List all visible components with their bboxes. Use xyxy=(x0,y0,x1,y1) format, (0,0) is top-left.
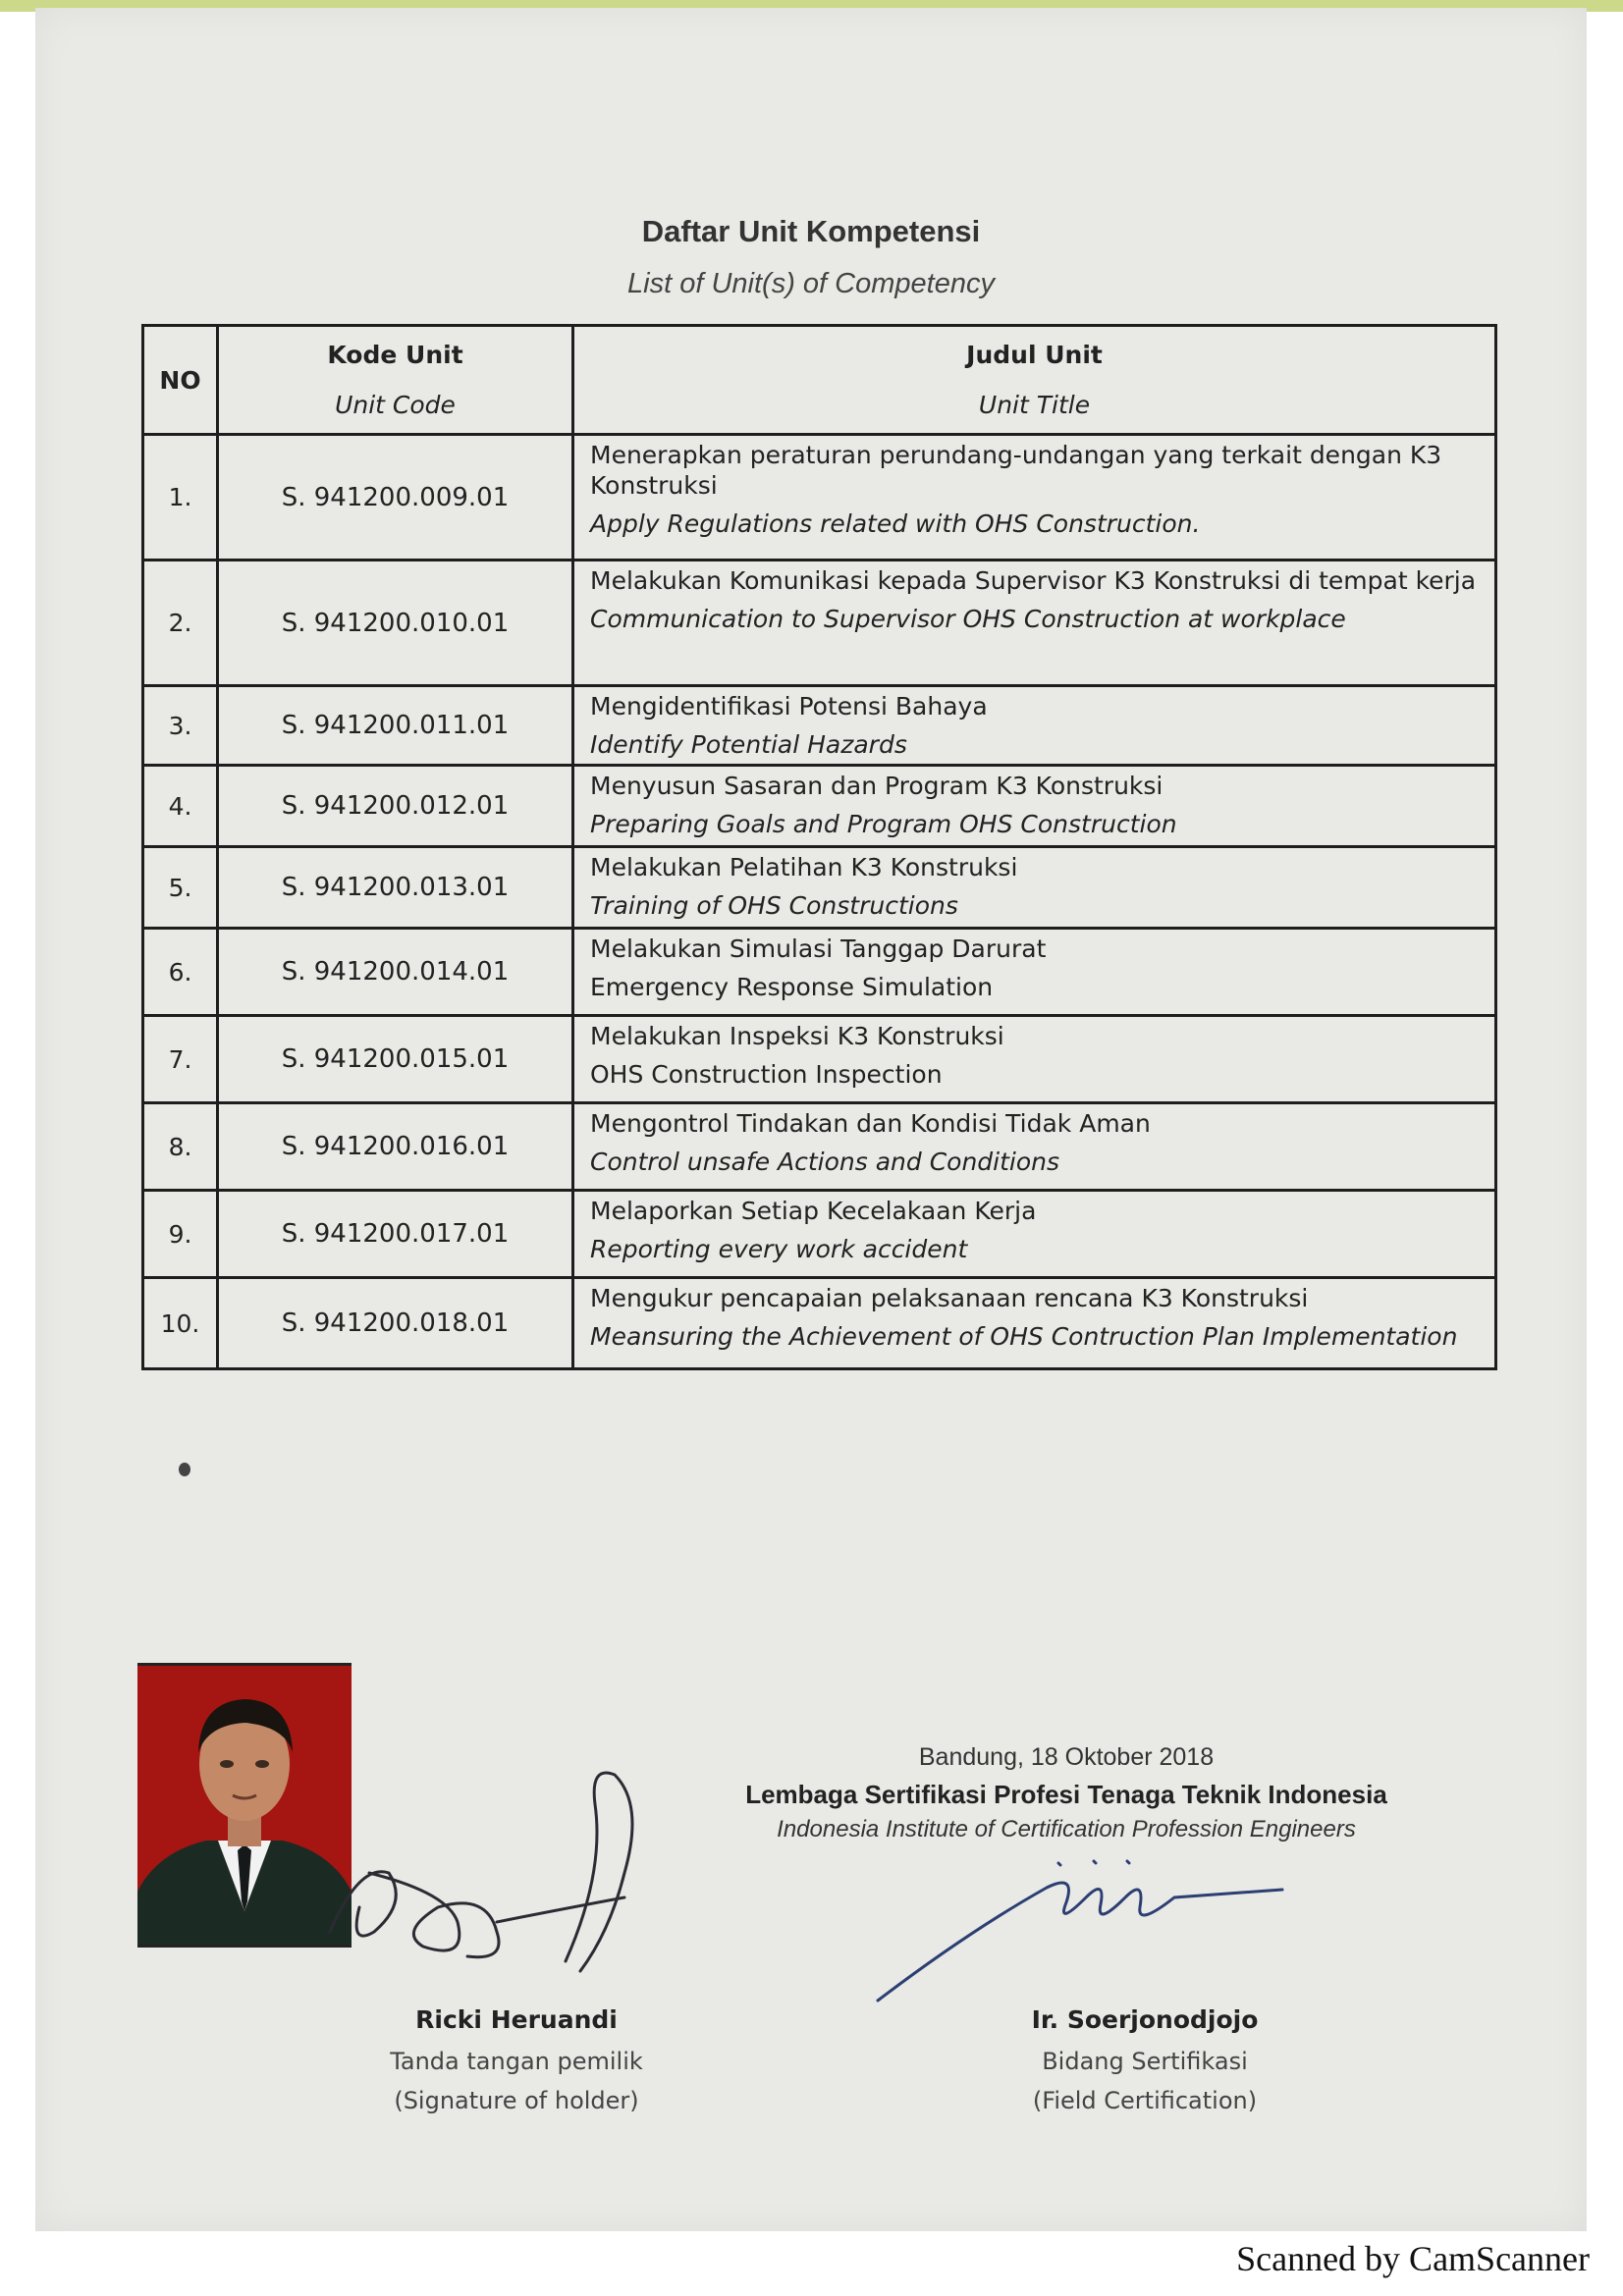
unit-title-en: Communication to Supervisor OHS Construction at workplace xyxy=(590,605,1346,633)
unit-code: S. 941200.009.01 xyxy=(218,435,573,561)
unit-title-id: Mengidentifikasi Potensi Bahaya xyxy=(590,692,988,721)
unit-title-id: Mengukur pencapaian pelaksanaan rencana K3 Konstruksi xyxy=(590,1284,1309,1312)
issuer-institution-en: Indonesia Institute of Certification Profession Engineers xyxy=(777,1816,1356,1842)
unit-title-id: Melakukan Inspeksi K3 Konstruksi xyxy=(590,1022,1004,1050)
unit-title-id: Melakukan Pelatihan K3 Konstruksi xyxy=(590,853,1018,881)
unit-code: S. 941200.017.01 xyxy=(218,1191,573,1278)
certificate-page xyxy=(35,8,1587,2231)
unit-title-id: Mengontrol Tindakan dan Kondisi Tidak Aman xyxy=(590,1109,1151,1138)
unit-title-en: Identify Potential Hazards xyxy=(590,730,907,759)
unit-title-en: Training of OHS Constructions xyxy=(590,891,958,920)
row-number: 5. xyxy=(143,847,218,929)
header-code-label: Kode Unit xyxy=(327,341,463,369)
unit-code: S. 941200.012.01 xyxy=(218,766,573,847)
holder-name: Ricki Heruandi xyxy=(415,2005,618,2034)
unit-title-en: Control unsafe Actions and Conditions xyxy=(590,1148,1060,1176)
unit-title-en: Emergency Response Simulation xyxy=(590,973,994,1001)
header-code-label-en: Unit Code xyxy=(335,391,456,419)
holder-signature-icon xyxy=(330,1773,632,1971)
page-title: Daftar Unit Kompetensi xyxy=(641,214,981,248)
row-number: 2. xyxy=(143,561,218,686)
signer-name: Ir. Soerjonodjojo xyxy=(1031,2005,1259,2034)
holder-signature-label: Tanda tangan pemilik xyxy=(390,2048,643,2075)
signer-role-en: (Field Certification) xyxy=(1032,2087,1258,2114)
row-number: 7. xyxy=(143,1016,218,1103)
unit-title-en: Meansuring the Achievement of OHS Contruction Plan Implementation xyxy=(590,1322,1458,1351)
unit-title-id: Melakukan Simulasi Tanggap Darurat xyxy=(590,934,1047,963)
row-number: 9. xyxy=(143,1191,218,1278)
unit-title-id: Melaporkan Setiap Kecelakaan Kerja xyxy=(590,1197,1037,1225)
issuer-signature-icon xyxy=(878,1861,1282,2001)
unit-title-en: Apply Regulations related with OHS Construction. xyxy=(590,509,1201,538)
unit-code: S. 941200.018.01 xyxy=(218,1278,573,1369)
row-number: 1. xyxy=(143,435,218,561)
row-number: 6. xyxy=(143,929,218,1016)
row-number: 4. xyxy=(143,766,218,847)
unit-title-id: Menyusun Sasaran dan Program K3 Konstruksi xyxy=(590,772,1163,800)
unit-title-en: OHS Construction Inspection xyxy=(590,1060,943,1089)
unit-title-en: Reporting every work accident xyxy=(590,1235,968,1263)
header-title-label-en: Unit Title xyxy=(978,391,1091,419)
unit-code: S. 941200.011.01 xyxy=(218,686,573,766)
signatures-layer xyxy=(35,8,1587,2231)
unit-title-en: Preparing Goals and Program OHS Construction xyxy=(590,810,1177,838)
page-subtitle: List of Unit(s) of Competency xyxy=(627,268,995,299)
header-title-label: Judul Unit xyxy=(966,341,1103,369)
holder-signature-label-en: (Signature of holder) xyxy=(394,2087,639,2114)
scanner-watermark: Scanned by CamScanner xyxy=(1236,2239,1590,2278)
unit-code: S. 941200.014.01 xyxy=(218,929,573,1016)
unit-code: S. 941200.010.01 xyxy=(218,561,573,686)
unit-title-id: Menerapkan peraturan perundang-undangan yang terkait dengan K3 Konstruksi xyxy=(590,441,1442,500)
row-number: 10. xyxy=(143,1278,218,1369)
signer-role: Bidang Sertifikasi xyxy=(1042,2048,1248,2075)
issuer-institution: Lembaga Sertifikasi Profesi Tenaga Teknik Indonesia xyxy=(745,1780,1387,1809)
unit-code: S. 941200.015.01 xyxy=(218,1016,573,1103)
issue-place-date: Bandung, 18 Oktober 2018 xyxy=(918,1743,1215,1771)
row-number: 8. xyxy=(143,1103,218,1191)
unit-code: S. 941200.013.01 xyxy=(218,847,573,929)
unit-title-id: Melakukan Komunikasi kepada Supervisor K3 Konstruksi di tempat kerja xyxy=(590,566,1477,595)
row-number: 3. xyxy=(143,686,218,766)
header-no: NO xyxy=(143,326,218,435)
unit-code: S. 941200.016.01 xyxy=(218,1103,573,1191)
